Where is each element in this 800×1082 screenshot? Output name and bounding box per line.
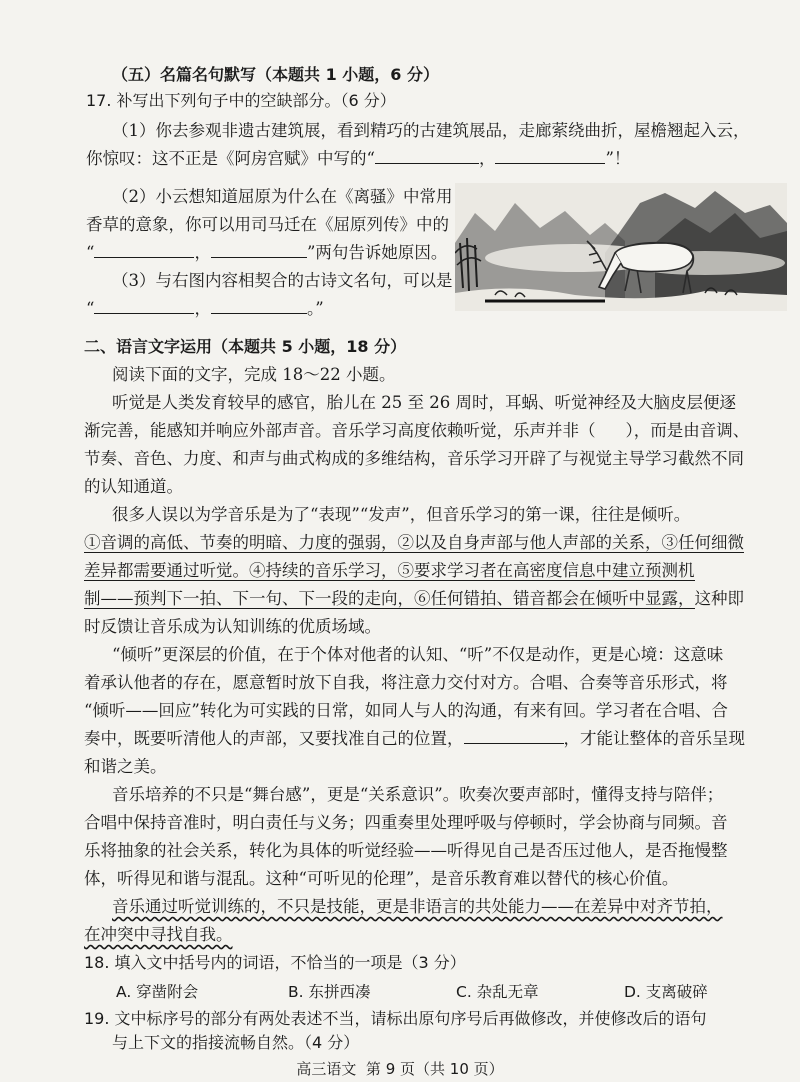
punct: “ bbox=[86, 299, 95, 318]
passage-p2-line3 bbox=[84, 558, 695, 584]
passage-p3-line3: “倾听——回应”转化为可实践的日常，如同人与人的沟通，有来有回。学习者在合唱、合 bbox=[84, 701, 728, 720]
passage-p2-line4 bbox=[84, 586, 744, 612]
option-d[interactable]: D. 支离破碎 bbox=[624, 983, 708, 1001]
passage-p4-line3: 乐将抽象的社会关系，转化为具体的听觉经验——听得见自己是否压过他人，是否拖慢整 bbox=[84, 841, 728, 860]
question-17-2-tail: ”两句告诉她原因。 bbox=[306, 243, 448, 262]
passage-p4-line2: 合唱中保持音准时，明白责任与义务；四重奏里处理呼吸与停顿时，学会协商与同频。音 bbox=[84, 813, 728, 832]
option-a[interactable]: A. 穿凿附会 bbox=[116, 983, 199, 1001]
question-17-stem: 17. 补写出下列句子中的空缺部分。（6 分） bbox=[86, 91, 396, 110]
passage-p3-line4 bbox=[84, 726, 745, 752]
footer-page-number: 第 9 页（共 10 页） bbox=[365, 1060, 504, 1078]
passage-p1-line3: 节奏、音色、力度、和声与曲式构成的多维结构，音乐学习开辟了与视觉主导学习截然不同 bbox=[84, 449, 744, 468]
passage-p4-line4: 体，听得见和谐与混乱。这种“可听见的伦理”，是音乐教育难以替代的核心价值。 bbox=[84, 869, 679, 888]
numbered-underlined-text: ①音调的高低、节奏的明暗、力度的强弱，②以及自身声部与他人声部的关系，③任何细微 bbox=[84, 533, 744, 552]
question-17-3-line1: （3）与右图内容相契合的古诗文名句，可以是 bbox=[112, 271, 453, 290]
question-17-1-prompt: 你惊叹：这不正是《阿房宫赋》中写的“ bbox=[86, 149, 375, 168]
question-18-stem: 18. 填入文中括号内的词语，不恰当的一项是（3 分） bbox=[84, 953, 466, 972]
question-17-1-line1: （1）你去参观非遗古建筑展，看到精巧的古建筑展品，走廊萦绕曲折，屋檐翘起入云， bbox=[112, 121, 750, 140]
numbered-underlined-text: 制——预判下一拍、下一句、下一段的走向，⑥任何错拍、错音都会在倾听中显露， bbox=[84, 589, 695, 608]
answer-blank-17-3a[interactable] bbox=[94, 297, 194, 314]
answer-blank-17-2b[interactable] bbox=[211, 241, 307, 258]
passage-p3-line5: 和谐之美。 bbox=[84, 757, 167, 776]
passage-text: 奏中，既要听清他人的声部，又要找准自己的位置， bbox=[84, 729, 464, 748]
passage-p1-line2 bbox=[84, 418, 749, 444]
punct: ， bbox=[478, 149, 496, 168]
answer-blank-17-1a[interactable] bbox=[375, 147, 479, 164]
passage-p1-line1: 听觉是人类发育较早的感官，胎儿在 25 至 26 周时，耳蜗、听觉神经及大脑皮层便逐 bbox=[112, 393, 736, 412]
passage-p3-line1: “倾听”更深层的价值，在于个体对他者的认知、“听”不仅是动作，更是心境：这意味 bbox=[112, 645, 724, 664]
passage-text: 这种即 bbox=[694, 589, 744, 608]
passage-p3-line2: 着承认他者的存在，愿意暂时放下自我，将注意力交付对方。合唱、合奏等音乐形式，将 bbox=[84, 673, 728, 692]
wavy-underlined-text: 音乐通过听觉训练的，不只是技能，更是非语言的共处能力——在差异中对齐节拍， bbox=[112, 897, 723, 916]
answer-blank-17-2a[interactable] bbox=[94, 241, 194, 258]
page-footer bbox=[0, 1058, 800, 1079]
punct: ”！ bbox=[605, 149, 631, 168]
passage-p2-line2 bbox=[84, 530, 744, 556]
punct: “ bbox=[86, 243, 95, 262]
passage-p5-line2 bbox=[84, 922, 233, 948]
reading-instruction: 阅读下面的文字，完成 18～22 小题。 bbox=[112, 365, 396, 384]
punct: 。” bbox=[306, 299, 324, 318]
answer-blank-17-3b[interactable] bbox=[211, 297, 307, 314]
question-17-2-line1: （2）小云想知道屈原为什么在《离骚》中常用 bbox=[112, 187, 453, 206]
passage-text: 渐完善，能感知并响应外部声音。音乐学习高度依赖听觉，乐声并非（ bbox=[84, 421, 596, 440]
passage-p4-line1: 音乐培养的不只是“舞台感”，更是“关系意识”。吹奏次要声部时，懂得支持与陪伴； bbox=[112, 785, 724, 804]
question-19-line1: 19. 文中标序号的部分有两处表述不当，请标出原句序号后再做修改，并使修改后的语句 bbox=[84, 1009, 707, 1028]
answer-blank-q21[interactable] bbox=[464, 727, 564, 744]
wavy-underlined-text: 在冲突中寻找自我。 bbox=[84, 925, 233, 944]
passage-text: ，才能让整体的音乐呈现 bbox=[563, 729, 745, 748]
passage-text: ），而是由音调、 bbox=[625, 421, 750, 440]
question-19-line2: 与上下文的指接流畅自然。（4 分） bbox=[112, 1033, 360, 1052]
passage-p5-line1 bbox=[112, 894, 723, 920]
option-c[interactable]: C. 杂乱无章 bbox=[456, 983, 539, 1001]
ink-painting-deer-image bbox=[455, 183, 787, 311]
footer-subject: 高三语文 bbox=[296, 1060, 357, 1078]
question-17-2-line2: 香草的意象，你可以用司马迁在《屈原列传》中的 bbox=[86, 215, 449, 234]
passage-p1-line4: 的认知通道。 bbox=[84, 477, 183, 496]
option-b[interactable]: B. 东拼西凑 bbox=[288, 983, 371, 1001]
question-17-3-line2 bbox=[86, 296, 324, 322]
numbered-underlined-text: 差异都需要通过听觉。④持续的音乐学习，⑤要求学习者在高密度信息中建立预测机 bbox=[84, 561, 695, 580]
answer-blank-17-1b[interactable] bbox=[495, 147, 605, 164]
question-17-1-line2 bbox=[86, 146, 630, 172]
passage-p2-line1: 很多人误以为学音乐是为了“表现”“发声”，但音乐学习的第一课，往往是倾听。 bbox=[112, 505, 691, 524]
section-2-title: 二、语言文字运用（本题共 5 小题，18 分） bbox=[84, 337, 407, 356]
punct: ， bbox=[194, 243, 211, 262]
punct: ， bbox=[194, 299, 211, 318]
question-17-2-line3 bbox=[86, 240, 447, 266]
passage-p2-line5: 时反馈让音乐成为认知训练的优质场域。 bbox=[84, 617, 381, 636]
section-5-title: （五）名篇名句默写（本题共 1 小题，6 分） bbox=[112, 65, 439, 84]
